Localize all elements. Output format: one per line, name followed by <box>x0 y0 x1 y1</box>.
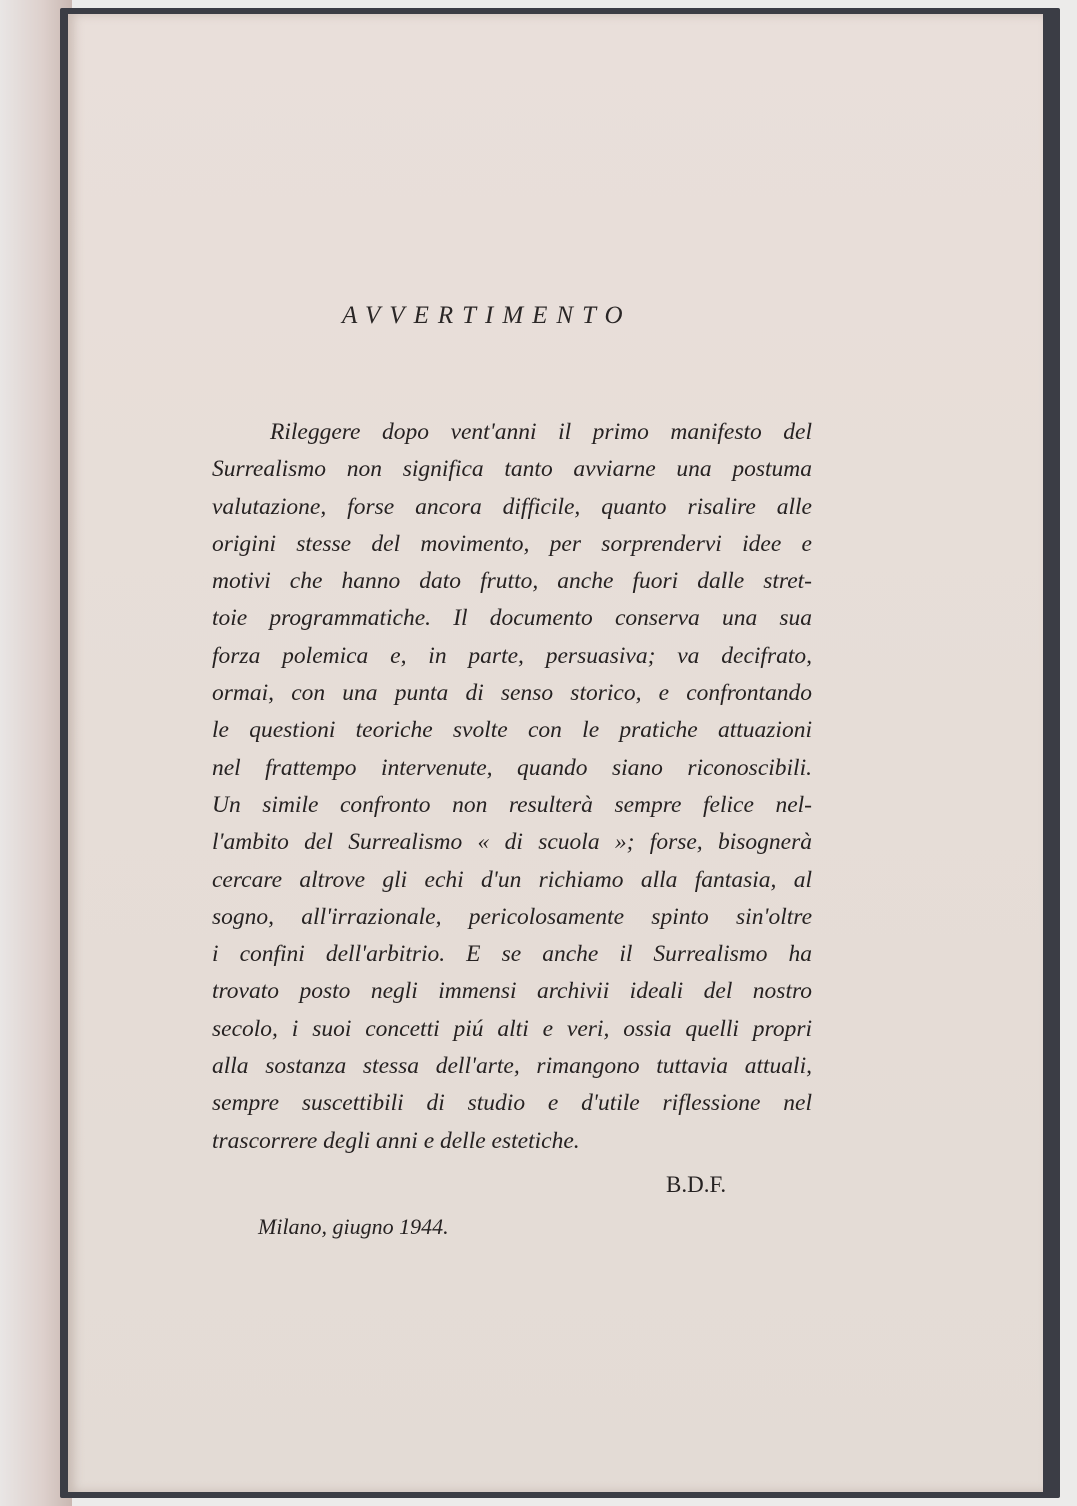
body-paragraph <box>212 414 812 1160</box>
signature-initials: B.D.F. <box>666 1172 727 1197</box>
text-line: i confini dell'arbitrio. E se anche il Surrealismo ha <box>212 941 812 968</box>
text-line: Un simile confronto non resulterà sempre felice nel- <box>212 791 812 818</box>
text-line: Surrealismo non significa tanto avviarne una postuma <box>212 456 812 483</box>
text-line: valutazione, forse ancora difficile, quanto risalire alle <box>212 493 812 520</box>
text-line: alla sostanza stessa dell'arte, rimangono tuttavia attuali, <box>212 1053 812 1080</box>
text-line: sempre suscettibili di studio e d'utile riflessione nel <box>212 1090 812 1117</box>
place-date: Milano, giugno 1944. <box>258 1214 449 1239</box>
text-line: cercare altrove gli echi d'un richiamo alla fantasia, al <box>212 866 812 893</box>
text-line: le questioni teoriche svolte con le pratiche attuazioni <box>212 717 812 744</box>
text-line: sogno, all'irrazionale, pericolosamente spinto sin'oltre <box>212 903 812 930</box>
text-line: trascorrere degli anni e delle estetiche. <box>212 1127 580 1154</box>
page-title: AVVERTIMENTO <box>342 302 632 329</box>
text-line: toie programmatiche. Il documento conserva una sua <box>212 605 812 632</box>
text-line: origini stesse del movimento, per sorprendervi idee e <box>212 530 812 557</box>
text-line: ormai, con una punta di senso storico, e confrontando <box>212 680 812 707</box>
text-line: motivi che hanno dato frutto, anche fuori dalle stret- <box>212 568 812 595</box>
text-line: secolo, i suoi concetti piú alti e veri, ossia quelli propri <box>212 1015 812 1042</box>
text-line: l'ambito del Surrealismo « di scuola »; forse, bisognerà <box>212 829 812 856</box>
text-line: trovato posto negli immensi archivii ideali del nostro <box>212 978 812 1005</box>
text-line: Rileggere dopo vent'anni il primo manifesto del <box>270 419 812 445</box>
text-line: forza polemica e, in parte, persuasiva; va decifrato, <box>212 642 812 669</box>
text-line: nel frattempo intervenute, quando siano riconoscibili. <box>212 754 812 781</box>
